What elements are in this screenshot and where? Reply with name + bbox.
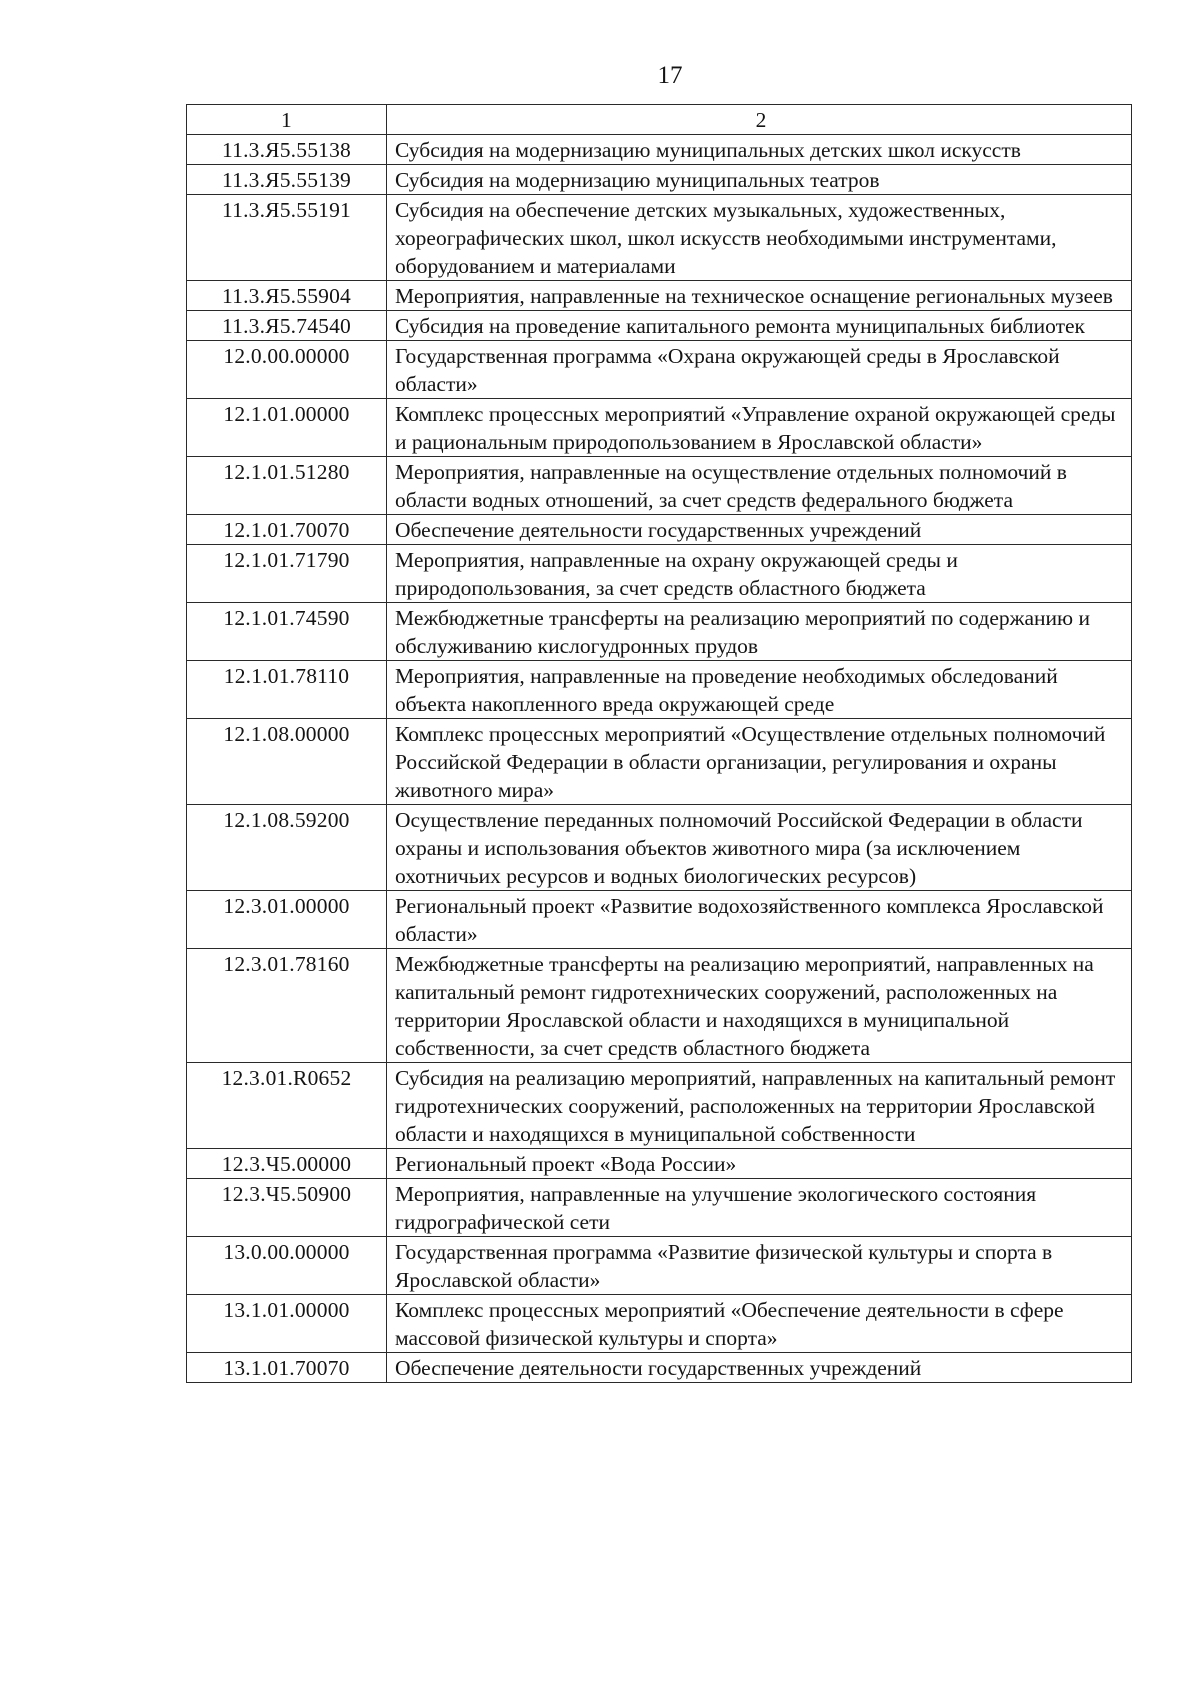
table-row	[187, 719, 1132, 805]
table-row	[187, 661, 1132, 719]
table-row	[187, 311, 1132, 341]
row-code: 12.1.01.78110	[187, 661, 387, 719]
row-code: 11.3.Я5.55138	[187, 135, 387, 165]
column-header-2: 2	[387, 105, 1132, 135]
row-code: 12.3.01.78160	[187, 949, 387, 1063]
row-code: 12.1.01.71790	[187, 545, 387, 603]
table-row	[187, 281, 1132, 311]
row-code: 12.1.01.00000	[187, 399, 387, 457]
table-row	[187, 165, 1132, 195]
row-description: Мероприятия, направленные на охрану окружающей среды и природопользования, за счет средств областного бюджета	[387, 545, 1132, 603]
row-description: Обеспечение деятельности государственных учреждений	[387, 515, 1132, 545]
row-code: 12.3.Ч5.00000	[187, 1149, 387, 1179]
table-body	[187, 105, 1132, 1383]
row-description: Субсидия на обеспечение детских музыкальных, художественных, хореографических школ, школ искусств необходимыми инструментами, оборудованием и материалами	[387, 195, 1132, 281]
table-row	[187, 545, 1132, 603]
table-row	[187, 1353, 1132, 1383]
row-description: Субсидия на модернизацию муниципальных детских школ искусств	[387, 135, 1132, 165]
row-code: 11.3.Я5.74540	[187, 311, 387, 341]
table-row	[187, 341, 1132, 399]
row-description: Мероприятия, направленные на проведение необходимых обследований объекта накопленного вреда окружающей среде	[387, 661, 1132, 719]
table-row	[187, 1237, 1132, 1295]
row-description: Субсидия на проведение капитального ремонта муниципальных библиотек	[387, 311, 1132, 341]
row-description: Комплекс процессных мероприятий «Осуществление отдельных полномочий Российской Федерации в области организации, регулирования и охраны животного мира»	[387, 719, 1132, 805]
row-code: 13.0.00.00000	[187, 1237, 387, 1295]
table-row	[187, 399, 1132, 457]
row-description: Субсидия на реализацию мероприятий, направленных на капитальный ремонт гидротехнических сооружений, расположенных на территории Ярославской области и находящихся в муниципальной собственности	[387, 1063, 1132, 1149]
row-code: 13.1.01.70070	[187, 1353, 387, 1383]
row-description: Комплекс процессных мероприятий «Обеспечение деятельности в сфере массовой физической культуры и спорта»	[387, 1295, 1132, 1353]
table-row	[187, 457, 1132, 515]
table-header-row	[187, 105, 1132, 135]
column-header-1: 1	[187, 105, 387, 135]
row-description: Региональный проект «Развитие водохозяйственного комплекса Ярославской области»	[387, 891, 1132, 949]
row-description: Субсидия на модернизацию муниципальных театров	[387, 165, 1132, 195]
row-code: 11.3.Я5.55191	[187, 195, 387, 281]
row-code: 12.1.08.00000	[187, 719, 387, 805]
row-code: 12.1.01.51280	[187, 457, 387, 515]
table-row	[187, 805, 1132, 891]
row-description: Государственная программа «Развитие физической культуры и спорта в Ярославской области»	[387, 1237, 1132, 1295]
row-code: 12.1.01.74590	[187, 603, 387, 661]
table-row	[187, 891, 1132, 949]
classification-table	[186, 104, 1132, 1383]
table-row	[187, 603, 1132, 661]
row-description: Обеспечение деятельности государственных учреждений	[387, 1353, 1132, 1383]
row-description: Государственная программа «Охрана окружающей среды в Ярославской области»	[387, 341, 1132, 399]
row-code: 12.3.01.00000	[187, 891, 387, 949]
row-code: 11.3.Я5.55904	[187, 281, 387, 311]
row-description: Комплекс процессных мероприятий «Управление охраной окружающей среды и рациональным природопользованием в Ярославской области»	[387, 399, 1132, 457]
row-code: 13.1.01.00000	[187, 1295, 387, 1353]
row-description: Межбюджетные трансферты на реализацию мероприятий, направленных на капитальный ремонт гидротехнических сооружений, расположенных на территории Ярославской области и находящихся в муниципальной собственности, за счет средств областного бюджета	[387, 949, 1132, 1063]
table-row	[187, 515, 1132, 545]
row-code: 12.3.01.R0652	[187, 1063, 387, 1149]
row-description: Мероприятия, направленные на улучшение экологического состояния гидрографической сети	[387, 1179, 1132, 1237]
row-description: Мероприятия, направленные на техническое оснащение региональных музеев	[387, 281, 1132, 311]
row-code: 12.1.01.70070	[187, 515, 387, 545]
table-row	[187, 1179, 1132, 1237]
row-description: Межбюджетные трансферты на реализацию мероприятий по содержанию и обслуживанию кислогудронных прудов	[387, 603, 1132, 661]
row-description: Осуществление переданных полномочий Российской Федерации в области охраны и использования объектов животного мира (за исключением охотничьих ресурсов и водных биологических ресурсов)	[387, 805, 1132, 891]
row-code: 12.3.Ч5.50900	[187, 1179, 387, 1237]
table-row	[187, 1295, 1132, 1353]
row-code: 12.0.00.00000	[187, 341, 387, 399]
row-description: Региональный проект «Вода России»	[387, 1149, 1132, 1179]
table-row	[187, 1149, 1132, 1179]
table-row	[187, 195, 1132, 281]
table-row	[187, 949, 1132, 1063]
table-row	[187, 1063, 1132, 1149]
row-code: 12.1.08.59200	[187, 805, 387, 891]
page-number: 17	[657, 62, 683, 89]
row-code: 11.3.Я5.55139	[187, 165, 387, 195]
row-description: Мероприятия, направленные на осуществление отдельных полномочий в области водных отношений, за счет средств федерального бюджета	[387, 457, 1132, 515]
table-row	[187, 135, 1132, 165]
